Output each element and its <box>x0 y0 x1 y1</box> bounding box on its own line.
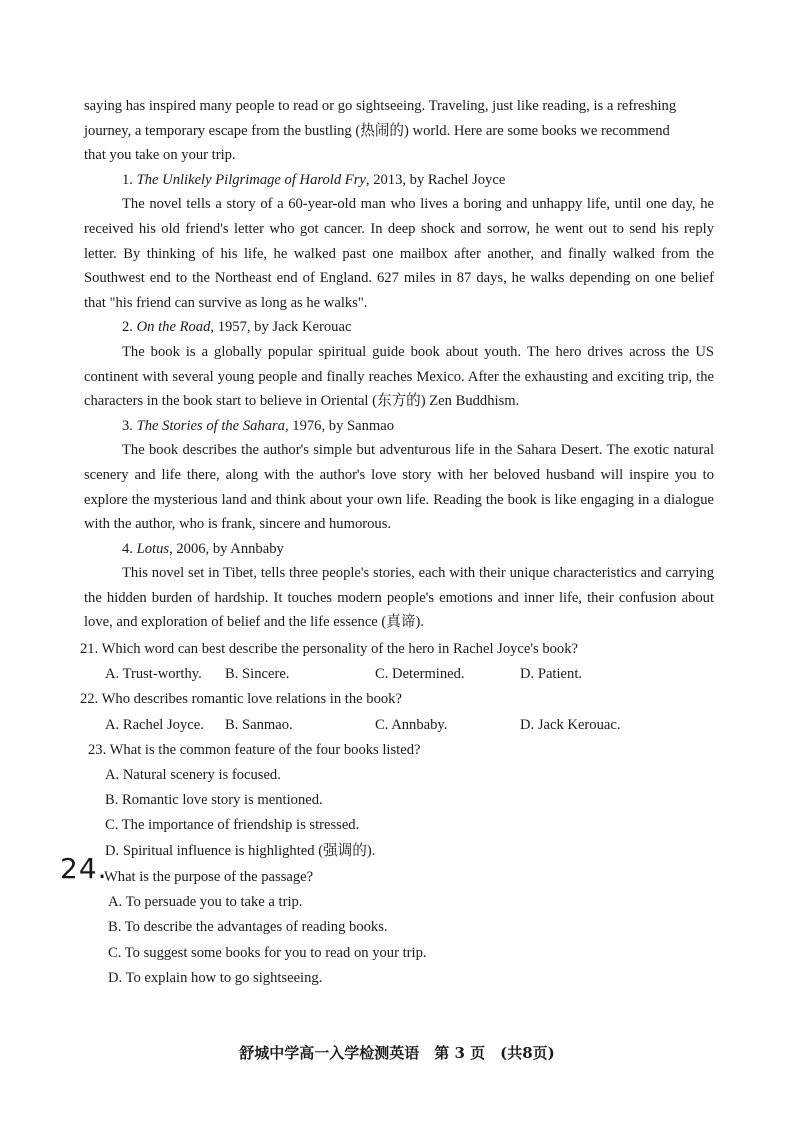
option-a[interactable]: A. Natural scenery is focused. <box>105 767 281 784</box>
intro-line: saying has inspired many people to read or go sightseeing. Traveling, just like reading, is a refreshing <box>84 98 677 114</box>
book-number: 2. <box>122 319 133 336</box>
intro-line: journey, a temporary escape from the bustling (热闹的) world. Here are some books we recommend <box>84 122 670 139</box>
option-c[interactable]: C. Annbaby. <box>375 716 448 733</box>
question-stem: What is the common feature of the four books listed? <box>109 741 421 758</box>
book-number: 1. <box>122 171 133 188</box>
book-heading-1 <box>84 168 714 193</box>
book-heading-2 <box>84 315 714 340</box>
question-number: 22. <box>80 691 99 708</box>
book-description-2: The book is a globally popular spiritual guide book about youth. The hero drives across the US continent with several young people and finally reaches Mexico. After the exhausting and exciting trip, the characters in the book start to believe in Oriental (东方的) Zen Buddhism. <box>84 343 714 410</box>
book-number: 4. <box>122 540 133 557</box>
question-number: 21. <box>80 641 99 657</box>
book-meta: , 1957, by Jack Kerouac <box>210 319 352 336</box>
option-b[interactable]: B. Sanmao. <box>225 716 293 733</box>
book-number: 3. <box>122 417 133 434</box>
option-d[interactable]: D. Jack Kerouac. <box>520 716 621 733</box>
book-title: The Unlikely Pilgrimage of Harold Fry <box>136 171 366 188</box>
option-c[interactable]: C. Determined. <box>375 666 465 683</box>
question-stem: Who describes romantic love relations in the book? <box>101 691 402 708</box>
question-21-options <box>80 662 740 687</box>
question-22 <box>80 687 740 712</box>
book-heading-3 <box>84 414 714 439</box>
option-d[interactable]: D. Spiritual influence is highlighted (强调的). <box>105 842 376 859</box>
question-number: 23. <box>88 741 107 758</box>
book-meta: , 1976, by Sanmao <box>284 417 395 434</box>
page-footer: 舒城中学高一入学检测英语 第 3 页 (共8页) <box>239 1044 555 1062</box>
book-meta: , 2006, by Annbaby <box>169 540 284 557</box>
book-title: On the Road <box>136 319 211 336</box>
intro-paragraph <box>84 94 714 635</box>
question-22-options <box>80 713 740 738</box>
option-d[interactable]: D. Patient. <box>520 666 583 683</box>
book-description-1: The novel tells a story of a 60-year-old man who lives a boring and unhappy life, until one day, he received his old friend's letter who got cancer. In deep shock and sorrow, he went out to send his reply letter. By thinking of his life, he walked past one mailbox after another, and finally walked from the Southwest end to the Northeast end of England. 627 miles in 87 days, he walks depending on one belief that "his friend can survive as long as he walks". <box>84 196 714 311</box>
option-c[interactable]: C. To suggest some books for you to read on your trip. <box>108 944 427 961</box>
option-c[interactable]: C. The importance of friendship is stressed. <box>105 817 360 834</box>
book-description-4: This novel set in Tibet, tells three people's stories, each with their unique characteristics and carrying the hidden burden of hardship. It touches modern people's emotions and inner life, their confusion about love, and exploration of belief and the life essence (真谛). <box>84 565 714 631</box>
book-description-3: The book describes the author's simple but adventurous life in the Sahara Desert. The exotic natural scenery and life there, along with the author's love story with her beloved husband will inspire you to explore the mysterious land and think about your own life. Reading the book is like engaging in a dialogue with the author, who is frank, sincere and humorous. <box>84 442 714 533</box>
option-d[interactable]: D. To explain how to go sightseeing. <box>108 969 323 986</box>
questions-section <box>80 637 740 864</box>
book-meta: , 2013, by Rachel Joyce <box>365 171 506 188</box>
question-23 <box>80 738 740 763</box>
question-stem: What is the purpose of the passage? <box>104 869 314 885</box>
book-title: The Stories of the Sahara <box>136 417 285 434</box>
option-b[interactable]: B. To describe the advantages of reading books. <box>108 919 388 936</box>
question-24 <box>104 865 724 991</box>
intro-line: that you take on your trip. <box>84 147 236 164</box>
option-a[interactable]: A. Trust-worthy. <box>105 666 202 683</box>
option-b[interactable]: B. Sincere. <box>225 666 290 683</box>
book-title: Lotus <box>136 540 170 557</box>
question-stem: Which word can best describe the personality of the hero in Rachel Joyce's book? <box>101 641 579 657</box>
option-b[interactable]: B. Romantic love story is mentioned. <box>105 792 323 809</box>
option-a[interactable]: A. To persuade you to take a trip. <box>108 894 303 911</box>
question-21 <box>80 637 740 662</box>
question-24-number: 24. <box>60 852 108 885</box>
book-heading-4 <box>84 537 714 562</box>
option-a[interactable]: A. Rachel Joyce. <box>105 716 204 733</box>
